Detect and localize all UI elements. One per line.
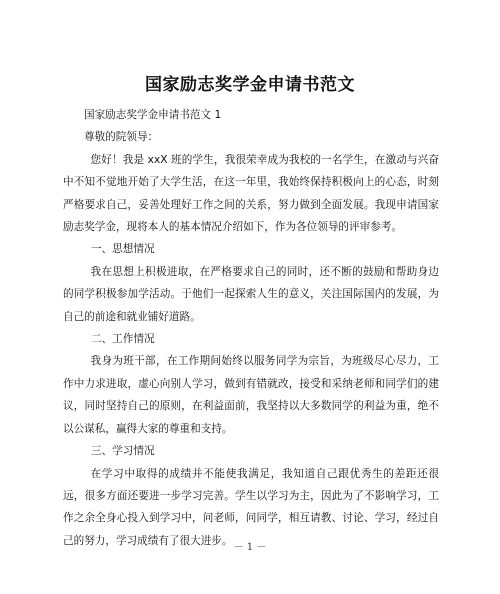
document-body bbox=[63, 104, 439, 552]
section-body-thought: 我在思想上积极进取，在严格要求自己的同时，还不断的鼓励和帮助身边的同学积极参加学活动。于他们一起探索人生的意义，关注国际国内的发展，为自己的前途和就业铺好道路。 bbox=[63, 265, 439, 323]
salutation: 尊敬的院领导： bbox=[84, 131, 159, 144]
intro-paragraph: 您好！我是 xxX 班的学生，我很荣幸成为我校的一名学生，在激动与兴奋中不知不觉地开始了大学生活，在这一年里，我始终保持积极向上的心态，时刻严格要求自己，妥善处理好工作之间的关系，努力做到全面发展。我现申请国家励志奖学金，现将本人的基本情况介绍如下，作为各位领导的评审参考。 bbox=[63, 153, 439, 234]
document-subtitle: 国家励志奖学金申请书范文 1 bbox=[84, 109, 222, 121]
section-body-work: 我身为班干部，在工作期间始终以服务同学为宗旨，为班级尽心尽力，工作中力求进取，虚心向别人学习，做到有错就改，接受和采纳老师和同学们的建议，同时坚持自己的原则，在利益面前，我坚持以大多数同学的利益为重，绝不以公谋私，赢得大家的尊重和支持。 bbox=[63, 355, 439, 435]
section-heading-thought: 一、思想情况 bbox=[91, 243, 155, 256]
document-title: 国家励志奖学金申请书范文 bbox=[145, 75, 355, 95]
section-heading-work: 二、工作情况 bbox=[91, 333, 155, 346]
section-heading-study: 三、学习情况 bbox=[91, 445, 155, 458]
page-number: － 1 － bbox=[233, 542, 267, 553]
section-body-study: 在学习中取得的成绩并不能使我满足，我知道自己跟优秀生的差距还很远，很多方面还要进一步学习完善。学生以学习为主，因此为了不影响学习，工作之余全身心投入到学习中，问老师，问同学，相互请教、讨论、学习，经过自己的努力，学习成绩有了很大进步。 bbox=[63, 467, 439, 547]
